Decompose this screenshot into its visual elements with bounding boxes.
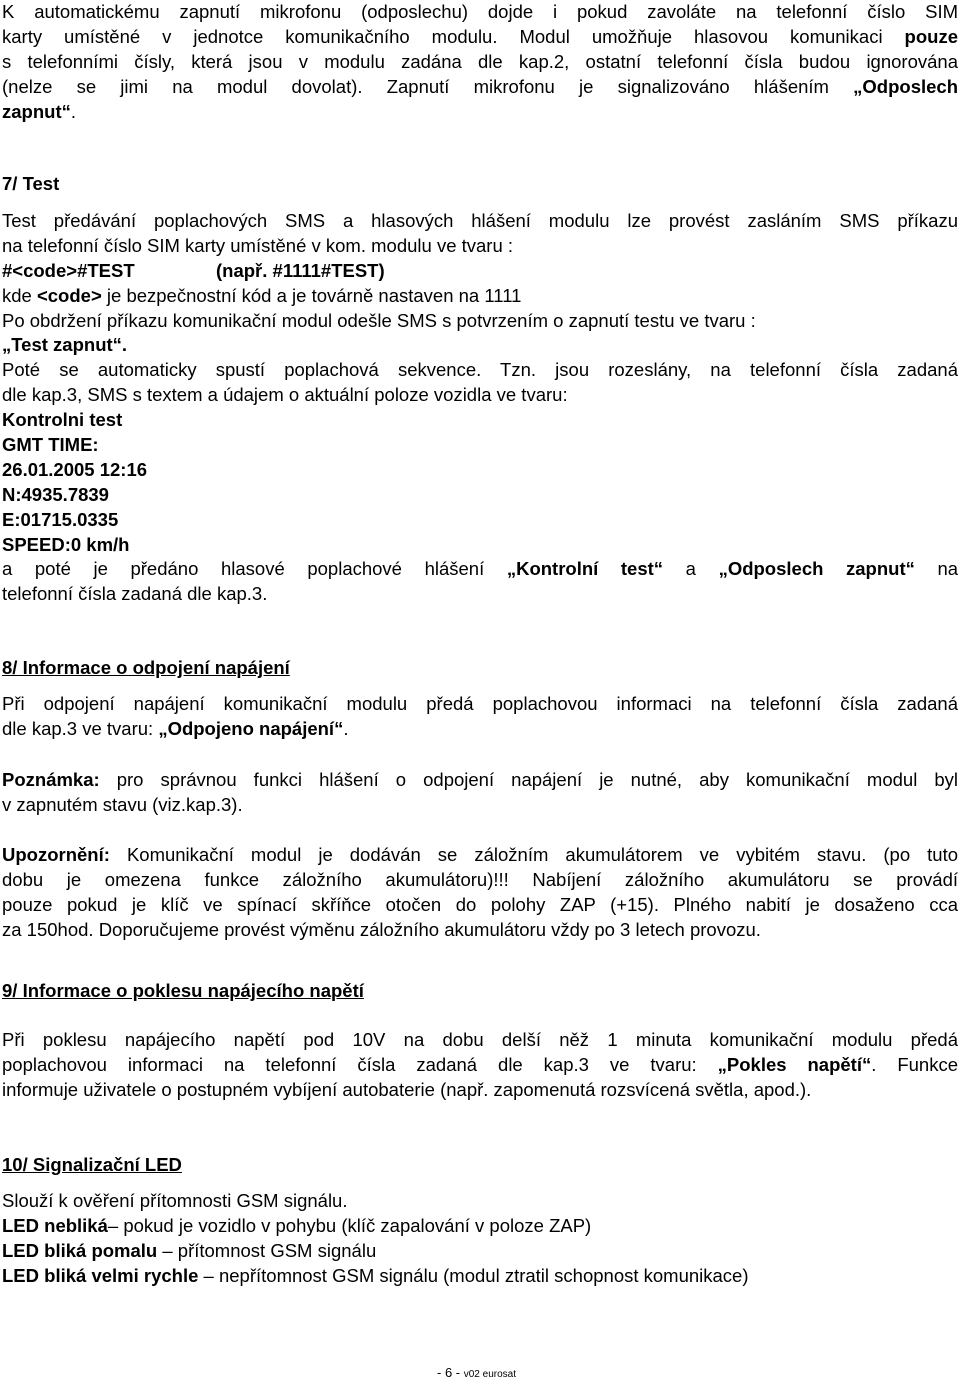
sms-line-2: GMT TIME: bbox=[2, 434, 99, 456]
s7-command: #<code>#TEST (např. #1111#TEST) bbox=[2, 259, 385, 281]
led-blika-rychle: LED bliká velmi rychle – nepřítomnost GSM signálu (modul ztratil schopnost komunikace) bbox=[2, 1264, 749, 1286]
sms-line-5: E:01715.0335 bbox=[2, 508, 119, 530]
warn-line-2: dobu je omezena funkce záložního akumulátoru)!!! Nabíjení záložního akumulátoru se provádí bbox=[2, 868, 958, 890]
section-title: 10/ Signalizační LED bbox=[2, 1154, 182, 1175]
intro-line-4: (nelze se jimi na modul dovolat). Zapnutí mikrofonu je signalizováno hlášením „Odposlech bbox=[2, 75, 959, 97]
s7-line-1: Test předávání poplachových SMS a hlasových hlášení modulu lze provést zasláním SMS příkazu bbox=[2, 210, 958, 231]
led-blika-pomalu: LED bliká pomalu – přítomnost GSM signálu bbox=[2, 1239, 377, 1261]
s7-line-4: kde <code> je bezpečnostní kód a je továrně nastaven na 1111 bbox=[2, 284, 522, 306]
intro-line-5: zapnut“. bbox=[2, 100, 76, 122]
section-8-note bbox=[2, 768, 958, 818]
section-7-heading bbox=[2, 172, 958, 197]
sms-line-3: 26.01.2005 12:16 bbox=[2, 458, 148, 480]
s7-line-7: Poté se automaticky spustí poplachová sekvence. Tzn. jsou rozeslány, na telefonní čísla zadaná bbox=[2, 359, 958, 381]
sms-line-4: N:4935.7839 bbox=[2, 483, 109, 505]
page-footer bbox=[437, 1366, 516, 1382]
section-7-body bbox=[2, 209, 958, 607]
s10-line-1: Slouží k ověření přítomnosti GSM signálu. bbox=[2, 1190, 348, 1211]
section-9-body bbox=[2, 1028, 958, 1103]
s9-line-3: informuje uživatele o postupném vybíjení autobaterie (např. zapomenutá rozsvícená světla, apod.). bbox=[2, 1078, 812, 1100]
s8-line-1: Při odpojení napájení komunikační modulu předá poplachovou informaci na telefonní čísla zadaná bbox=[2, 693, 958, 714]
sms-line-1: Kontrolni test bbox=[2, 409, 123, 431]
warning-label: Upozornění: bbox=[2, 844, 110, 865]
s9-line-1: Při poklesu napájecího napětí pod 10V na dobu delší něž 1 minuta komunikační modulu předá bbox=[2, 1029, 958, 1050]
footer-version: v02 eurosat bbox=[463, 1369, 517, 1380]
section-8-heading bbox=[2, 656, 958, 681]
sms-line-6: SPEED:0 km/h bbox=[2, 533, 130, 555]
section-10-heading bbox=[2, 1153, 958, 1178]
warn-line-1: Upozornění: Komunikační modul je dodáván se záložním akumulátorem ve vybitém stavu. (po tuto bbox=[2, 844, 958, 865]
section-8-body bbox=[2, 692, 958, 742]
s7-test-zapnut: „Test zapnut“. bbox=[2, 334, 128, 356]
intro-line-1: K automatickému zapnutí mikrofonu (odposlechu) dojde i pokud zavoláte na telefonní číslo SIM bbox=[2, 1, 958, 22]
section-10-body bbox=[2, 1189, 958, 1289]
page-number: - 6 - bbox=[437, 1365, 461, 1380]
note-line-1: Poznámka: pro správnou funkci hlášení o odpojení napájení je nutné, aby komunikační modul byl bbox=[2, 769, 959, 790]
s7-line-16: telefonní čísla zadaná dle kap.3. bbox=[2, 583, 268, 605]
s7-line-8: dle kap.3, SMS s textem a údajem o aktuální poloze vozidla ve tvaru: bbox=[2, 384, 568, 406]
section-title: 7/ Test bbox=[2, 173, 60, 194]
note-line-2: v zapnutém stavu (viz.kap.3). bbox=[2, 793, 243, 815]
warn-line-3: pouze pokud je klíč ve spínací skříňce otočen do polohy ZAP (+15). Plného nabití je dosaženo cca bbox=[2, 893, 958, 915]
intro-paragraph bbox=[2, 0, 958, 124]
s7-line-2: na telefonní číslo SIM karty umístěné v kom. modulu ve tvaru : bbox=[2, 234, 514, 256]
section-9-heading bbox=[2, 979, 958, 1004]
led-nebliká: LED nebliká– pokud je vozidlo v pohybu (klíč zapalování v poloze ZAP) bbox=[2, 1214, 592, 1236]
s7-line-5: Po obdržení příkazu komunikační modul odešle SMS s potvrzením o zapnutí testu ve tvaru : bbox=[2, 309, 756, 331]
section-8-warning bbox=[2, 843, 958, 943]
intro-line-3: s telefonními čísly, která jsou v modulu zadána dle kap.2, ostatní telefonní čísla budou ignorována bbox=[2, 50, 958, 72]
note-label: Poznámka: bbox=[2, 769, 100, 790]
intro-pouze: pouze bbox=[904, 25, 958, 47]
s9-line-2: poplachovou informaci na telefonní čísla zadaná dle kap.3 ve tvaru: „Pokles napětí“. Funkce bbox=[2, 1053, 959, 1075]
section-title: 8/ Informace o odpojení napájení bbox=[2, 657, 290, 678]
s7-line-15: a poté je předáno hlasové poplachové hlášení „Kontrolní test“ a „Odposlech zapnut“ na bbox=[2, 558, 959, 580]
section-title: 9/ Informace o poklesu napájecího napětí bbox=[2, 980, 364, 1001]
s8-line-2: dle kap.3 ve tvaru: „Odpojeno napájení“. bbox=[2, 717, 349, 739]
warn-line-4: za 150hod. Doporučujeme provést výměnu záložního akumulátoru vždy po 3 letech provozu. bbox=[2, 918, 761, 940]
intro-line-2: karty umístěné v jednotce komunikačního modulu. Modul umožňuje hlasovou komunikaci pouze bbox=[2, 25, 958, 47]
